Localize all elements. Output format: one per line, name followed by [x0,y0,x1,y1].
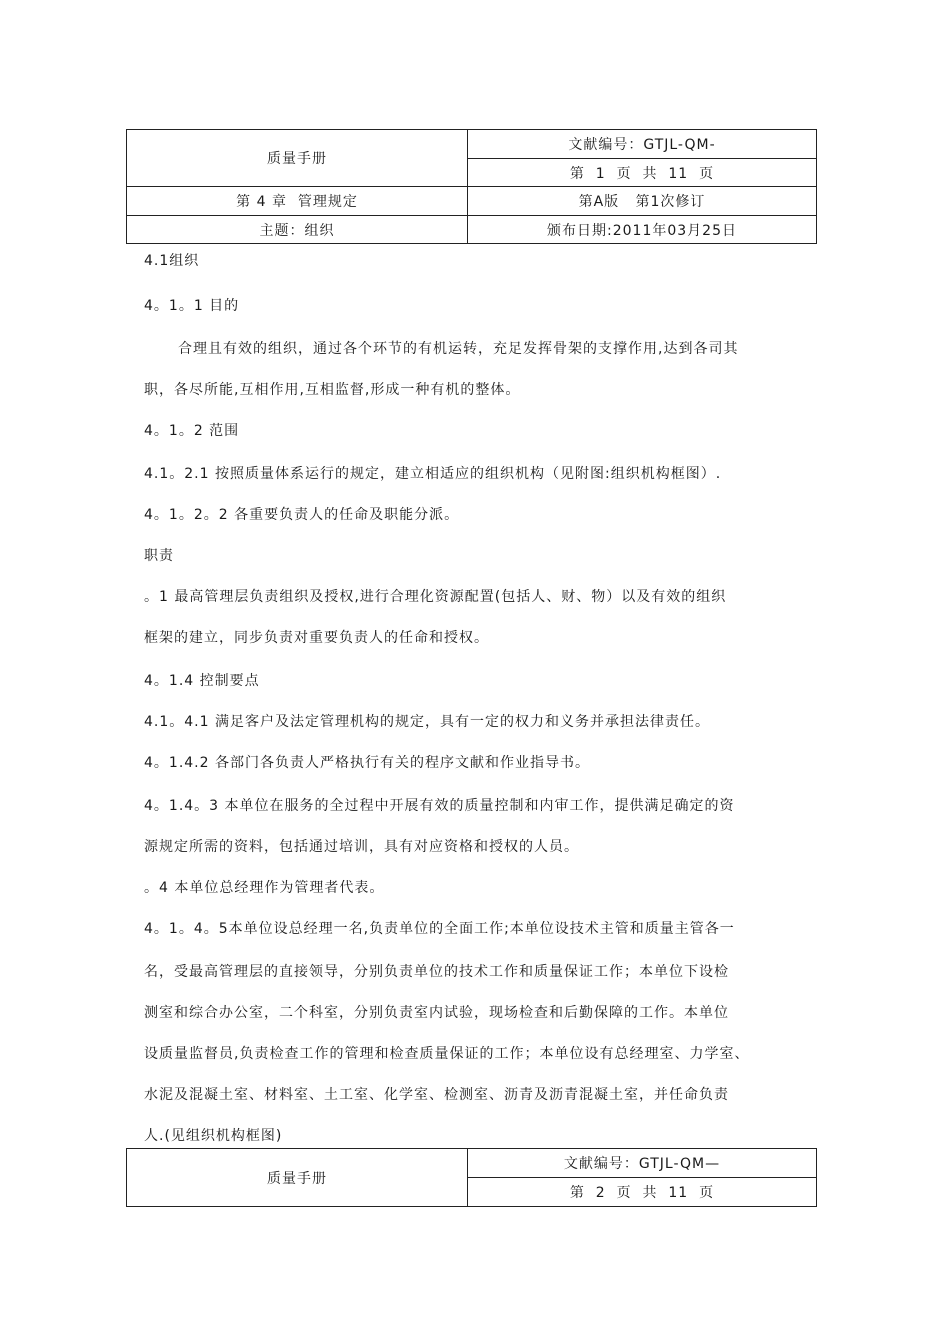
paragraph-line: 4.1。4.1 满足客户及法定管理机构的规定，具有一定的权力和义务并承担法律责任。 [144,714,710,730]
subsection-heading: 4。1。2 范围 [144,423,240,439]
document-number: 文献编号：GTJL-QM— [468,1149,817,1178]
subject: 主题：组织 [127,216,468,244]
issue-date: 颁布日期:2011年03月25日 [468,216,817,244]
paragraph-line: 4。1.4。3 本单位在服务的全过程中开展有效的质量控制和内审工作，提供满足确定的资 [144,798,735,814]
subsection-heading: 职责 [144,548,174,564]
paragraph-line: 。4 本单位总经理作为管理者代表。 [144,880,385,896]
page-info: 第 1 页 共 11 页 [468,159,817,187]
section-heading: 4.1组织 [144,253,200,269]
paragraph-line: 设质量监督员,负责检查工作的管理和检查质量保证的工作；本单位设有总经理室、力学室、 [144,1046,750,1062]
paragraph-line: 4。1。4。5本单位设总经理一名,负责单位的全面工作;本单位设技术主管和质量主管各一 [144,921,735,937]
subsection-heading: 4。1.4 控制要点 [144,673,260,689]
subsection-heading: 4。1。1 目的 [144,298,240,314]
paragraph-line: 水泥及混凝土室、材料室、土工室、化学室、检测室、沥青及沥青混凝土室，并任命负责 [144,1087,729,1103]
manual-title: 质量手册 [127,130,468,187]
manual-title: 质量手册 [127,1149,468,1207]
header-table-page2 [126,1148,817,1207]
paragraph-line: 名，受最高管理层的直接领导，分别负责单位的技术工作和质量保证工作；本单位下设检 [144,964,729,980]
chapter-title: 第 4 章 管理规定 [127,187,468,216]
paragraph-line: 源规定所需的资料，包括通过培训，具有对应资格和授权的人员。 [144,839,579,855]
paragraph-line: 人.(见组织机构框图) [144,1128,283,1144]
paragraph-line: 。1 最高管理层负责组织及授权,进行合理化资源配置(包括人、财、物）以及有效的组织 [144,589,727,605]
revision-info: 第A版 第1次修订 [468,187,817,216]
paragraph-line: 框架的建立，同步负责对重要负责人的任命和授权。 [144,630,489,646]
header-table-page1 [126,129,817,244]
paragraph-line: 测室和综合办公室，二个科室，分别负责室内试验，现场检查和后勤保障的工作。本单位 [144,1005,729,1021]
paragraph-line: 4。1。2。2 各重要负责人的任命及职能分派。 [144,507,460,523]
paragraph-line: 职，各尽所能,互相作用,互相监督,形成一种有机的整体。 [144,382,521,398]
paragraph-line: 合理且有效的组织，通过各个环节的有机运转，充足发挥骨架的支撑作用,达到各司其 [178,341,739,357]
paragraph-line: 4.1。2.1 按照质量体系运行的规定，建立相适应的组织机构（见附图:组织机构框图）. [144,466,722,482]
page-info: 第 2 页 共 11 页 [468,1178,817,1207]
document-number: 文献编号：GTJL-QM- [468,130,817,159]
paragraph-line: 4。1.4.2 各部门各负责人严格执行有关的程序文献和作业指导书。 [144,755,590,771]
